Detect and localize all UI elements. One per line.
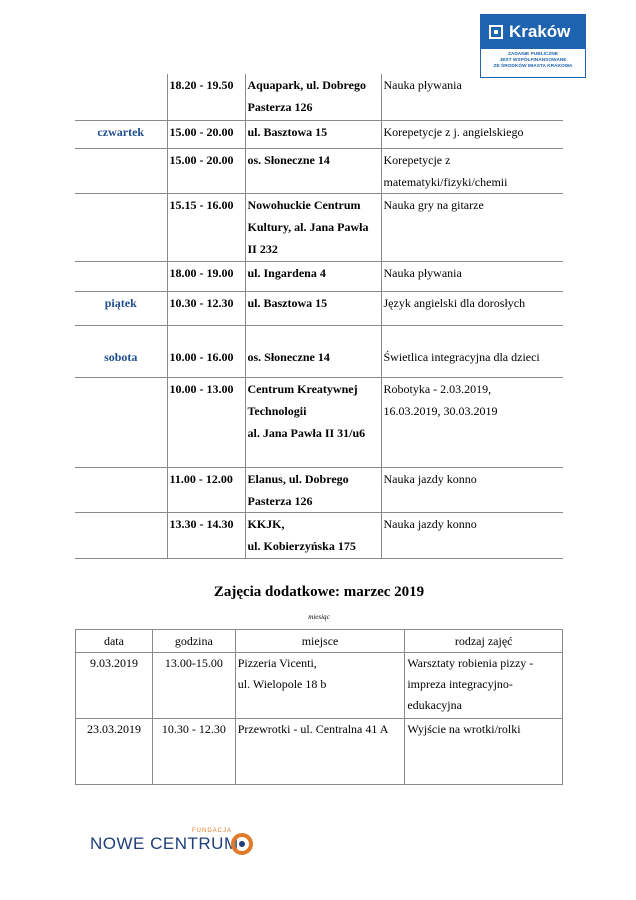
table-row (75, 148, 563, 193)
time-cell: 10.00 - 13.00 (167, 377, 245, 467)
table-row (75, 512, 563, 558)
activity-cell (381, 467, 563, 512)
activity-cell-line: Nauka pływania (383, 78, 462, 92)
header-time: godzina (152, 630, 235, 653)
activity-cell-line: Korepetycje z j. angielskiego (383, 124, 524, 139)
time-cell: 18.20 - 19.50 (167, 74, 245, 120)
activity-type-cell-line: Warsztaty robienia pizzy - (407, 656, 534, 670)
header-date: data (76, 630, 153, 653)
place-cell-line: Elanus, ul. Dobrego (247, 471, 349, 486)
activity-cell (381, 291, 563, 325)
place-cell (235, 653, 405, 719)
place-cell (235, 719, 405, 785)
place-cell (245, 325, 381, 377)
place-cell-line: KKJK, (247, 516, 285, 531)
table-header-row (76, 630, 563, 653)
activity-cell-line: matematyki/fizyki/chemii (383, 174, 508, 189)
place-cell-line: Pizzeria Vicenti, (237, 656, 317, 670)
activity-cell-line: 16.03.2019, 30.03.2019 (383, 403, 498, 418)
krakow-logo-subtitle (481, 49, 585, 70)
place-cell-line: Centrum Kreatywnej (247, 381, 358, 396)
day-cell (75, 261, 167, 291)
place-cell (245, 193, 381, 261)
nowe-centrum-logo (90, 828, 260, 862)
day-cell (75, 377, 167, 467)
time-cell: 15.15 - 16.00 (167, 193, 245, 261)
activity-cell-line: Nauka jazdy konno (383, 471, 477, 486)
place-cell-line: Kultury, al. Jana Pawła (247, 219, 369, 234)
activity-cell (381, 261, 563, 291)
place-cell-line: ul. Wielopole 18 b (237, 677, 327, 691)
place-cell-line: Pasterza 126 (247, 493, 313, 508)
activity-cell-line: Korepetycje z (383, 152, 451, 167)
activity-cell-line: Robotyka - 2.03.2019, (383, 381, 492, 396)
activity-cell (381, 325, 563, 377)
nowe-centrum-circle-icon (231, 833, 253, 855)
activity-type-cell (405, 719, 563, 785)
activity-cell (381, 120, 563, 148)
nowe-centrum-name: NOWE CENTRUM (90, 834, 239, 853)
place-cell-line: Nowohuckie Centrum (247, 197, 361, 212)
activity-cell-line: Język angielski dla dorosłych (383, 295, 526, 310)
krakow-logo-name: Kraków (509, 22, 571, 41)
activity-type-cell (405, 653, 563, 719)
day-cell (75, 148, 167, 193)
activity-cell (381, 377, 563, 467)
place-cell (245, 512, 381, 558)
place-cell-line: ul. Kobierzyńska 175 (247, 538, 356, 553)
table-row (75, 291, 563, 325)
table-row (75, 325, 563, 377)
activity-type-cell-line: impreza integracyjno- (407, 677, 513, 691)
date-cell: 9.03.2019 (76, 653, 153, 719)
extra-activities-title: Zajęcia dodatkowe: marzec 2019 (213, 584, 425, 600)
krakow-subtitle-line: JEST WSPÓŁFINANSOWANE (499, 58, 567, 63)
activity-type-cell-line: Wyjście na wrotki/rolki (407, 722, 521, 736)
time-cell: 10.30 - 12.30 (167, 291, 245, 325)
day-cell (75, 512, 167, 558)
day-cell (75, 467, 167, 512)
activity-type-cell-line: edukacyjna (407, 698, 462, 712)
header-activity-type: rodzaj zajęć (405, 630, 563, 653)
activity-cell (381, 512, 563, 558)
activity-cell (381, 193, 563, 261)
time-cell: 15.00 - 20.00 (167, 148, 245, 193)
table-row (76, 653, 563, 719)
place-cell-line: os. Słoneczne 14 (247, 349, 330, 364)
place-cell-line: Pasterza 126 (247, 100, 313, 114)
time-cell: 11.00 - 12.00 (167, 467, 245, 512)
place-cell-line: al. Jana Pawła II 31/u6 (247, 425, 366, 440)
table-row (75, 193, 563, 261)
place-cell-line: os. Słoneczne 14 (247, 152, 330, 167)
table-row (75, 74, 563, 120)
time-cell: 18.00 - 19.00 (167, 261, 245, 291)
day-cell (75, 74, 167, 120)
place-cell (245, 261, 381, 291)
table-row (75, 377, 563, 467)
time-cell: 13.30 - 14.30 (167, 512, 245, 558)
activity-cell (381, 74, 563, 120)
activity-cell-line: Nauka jazdy konno (383, 516, 477, 531)
place-cell-line: II 232 (247, 241, 278, 256)
table-row (76, 719, 563, 785)
place-cell (245, 74, 381, 120)
table-row (75, 120, 563, 148)
day-cell: sobota (75, 325, 167, 377)
extra-activities-table (75, 629, 563, 785)
krakow-subtitle-line: ZE ŚRODKÓW MIASTA KRAKOWA (493, 64, 573, 69)
place-cell-line: Aquapark, ul. Dobrego (247, 78, 366, 92)
time-cell: 13.00-15.00 (152, 653, 235, 719)
krakow-logo-banner (481, 15, 585, 49)
place-cell-line: ul. Ingardena 4 (247, 265, 326, 280)
activity-cell-line: Nauka gry na gitarze (383, 197, 484, 212)
activity-cell-line: Świetlica integracyjna dla dzieci (383, 349, 540, 364)
place-cell (245, 120, 381, 148)
activity-cell-line: Nauka pływania (383, 265, 462, 280)
time-cell: 10.30 - 12.30 (152, 719, 235, 785)
weekly-schedule-table (75, 74, 563, 559)
time-cell: 15.00 - 20.00 (167, 120, 245, 148)
place-cell-line: ul. Basztowa 15 (247, 124, 328, 139)
place-cell (245, 377, 381, 467)
foundation-label: FUNDACJA (192, 828, 233, 834)
krakow-logo (480, 14, 586, 78)
day-cell: piątek (75, 291, 167, 325)
time-cell: 10.00 - 16.00 (167, 325, 245, 377)
krakow-subtitle-line: ZADANIE PUBLICZNE (507, 52, 559, 57)
month-note: miesiąc (308, 613, 330, 621)
place-cell (245, 291, 381, 325)
header-place: miejsce (235, 630, 405, 653)
day-cell: czwartek (75, 120, 167, 148)
place-cell-line: Przewrotki - ul. Centralna 41 A (237, 722, 389, 736)
table-row (75, 467, 563, 512)
table-row (75, 261, 563, 291)
krakow-emblem-icon (489, 25, 503, 39)
place-cell-line: Technologii (247, 403, 307, 418)
date-cell: 23.03.2019 (76, 719, 153, 785)
place-cell (245, 148, 381, 193)
day-cell (75, 193, 167, 261)
place-cell-line: ul. Basztowa 15 (247, 295, 328, 310)
place-cell (245, 467, 381, 512)
activity-cell (381, 148, 563, 193)
